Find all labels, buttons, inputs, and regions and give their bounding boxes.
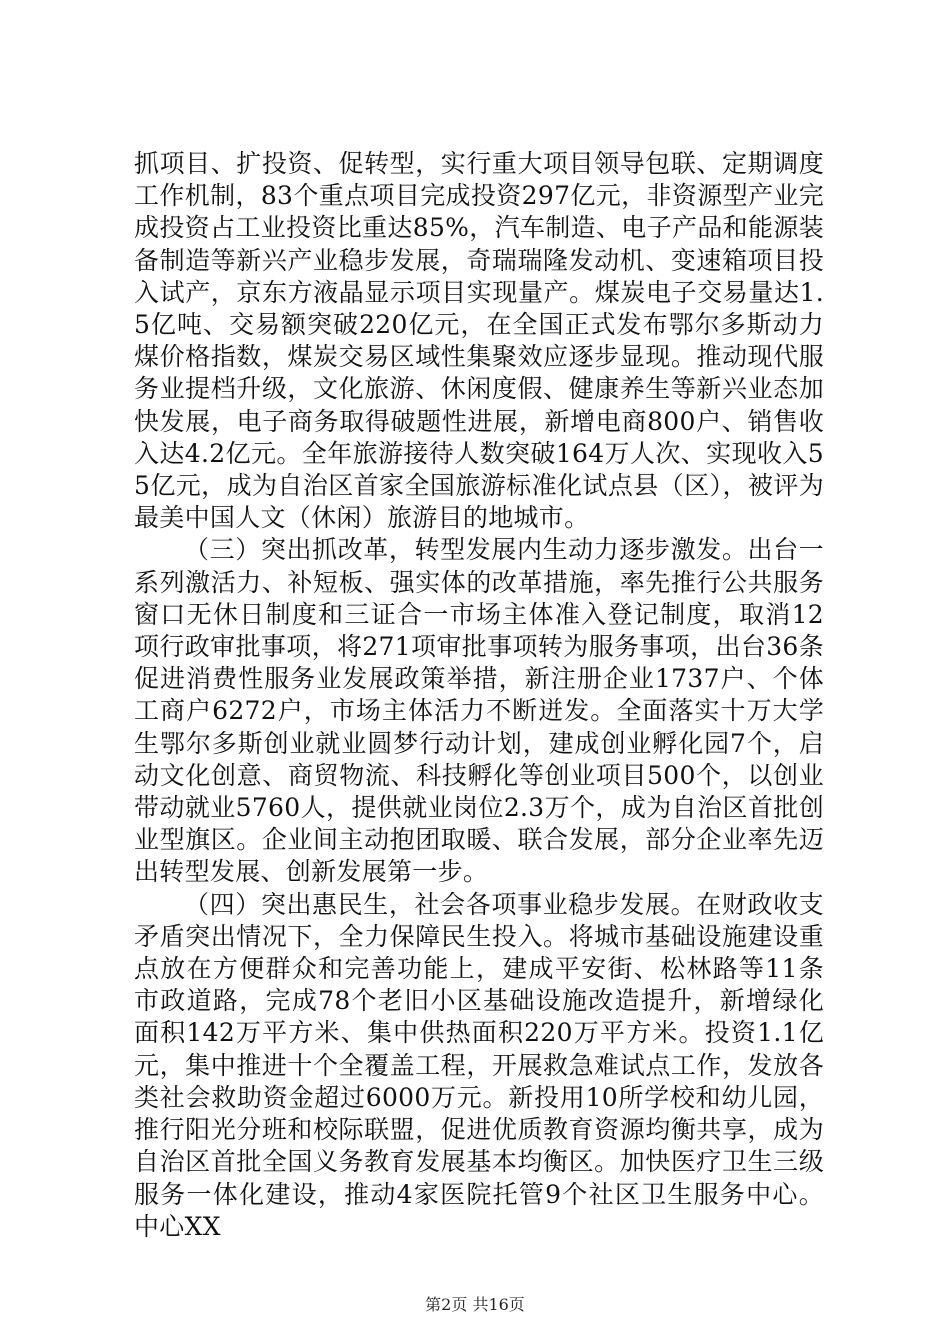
paragraph-reform: （三）突出抓改革，转型发展内生动力逐步激发。出台一系列激活力、补短板、强实体的改革措施，率先推行公共服务窗口无休日制度和三证合一市场主体准入登记制度，取消12项行政审批事项，将271项审批事项转为服务事项，出台36条促进消费性服务业发展政策举措，新注册企业1737户、个体工商户6272户，市场主体活力不断迸发。全面落实十万大学生鄂尔多斯创业就业圆梦行动计划，建成创业孵化园7个，启动文化创意、商贸物流、科技孵化等创业项目500个，以创业带动就业5760人，提供就业岗位2.3万个，成为自治区首批创业型旗区。企业间主动抱团取暖、联合发展，部分企业率先迈出转型发展、创新发展第一步。 xyxy=(134,535,824,887)
document-body xyxy=(134,148,824,1243)
paragraph-livelihood: （四）突出惠民生，社会各项事业稳步发展。在财政收支矛盾突出情况下，全力保障民生投入。将城市基础设施建设重点放在方便群众和完善功能上，建成平安街、松林路等11条市政道路，完成78个老旧小区基础设施改造提升，新增绿化面积142万平方米、集中供热面积220万平方米。投资1.1亿元，集中推进十个全覆盖工程，开展救急难试点工作，发放各类社会救助资金超过6000万元。新投用10所学校和幼儿园，推行阳光分班和校际联盟，促进优质教育资源均衡共享，成为自治区首批全国义务教育发展基本均衡区。加快医疗卫生三级服务一体化建设，推动4家医院托管9个社区卫生服务中心。中心XX xyxy=(134,889,824,1241)
paragraph-continued: 抓项目、扩投资、促转型，实行重大项目领导包联、定期调度工作机制，83个重点项目完成投资297亿元，非资源型产业完成投资占工业投资比重达85%，汽车制造、电子产品和能源装备制造等新兴产业稳步发展，奇瑞瑞隆发动机、变速箱项目投入试产，京东方液晶显示项目实现量产。煤炭电子交易量达1.5亿吨、交易额突破220亿元，在全国正式发布鄂尔多斯动力煤价格指数，煤炭交易区域性集聚效应逐步显现。推动现代服务业提档升级，文化旅游、休闲度假、健康养生等新兴业态加快发展，电子商务取得破题性进展，新增电商800户、销售收入达4.2亿元。全年旅游接待人数突破164万人次、实现收入55亿元，成为自治区首家全国旅游标准化试点县（区），被评为最美中国人文（休闲）旅游目的地城市。 xyxy=(134,149,824,533)
page-footer: 第2页 共16页 xyxy=(425,1295,525,1314)
